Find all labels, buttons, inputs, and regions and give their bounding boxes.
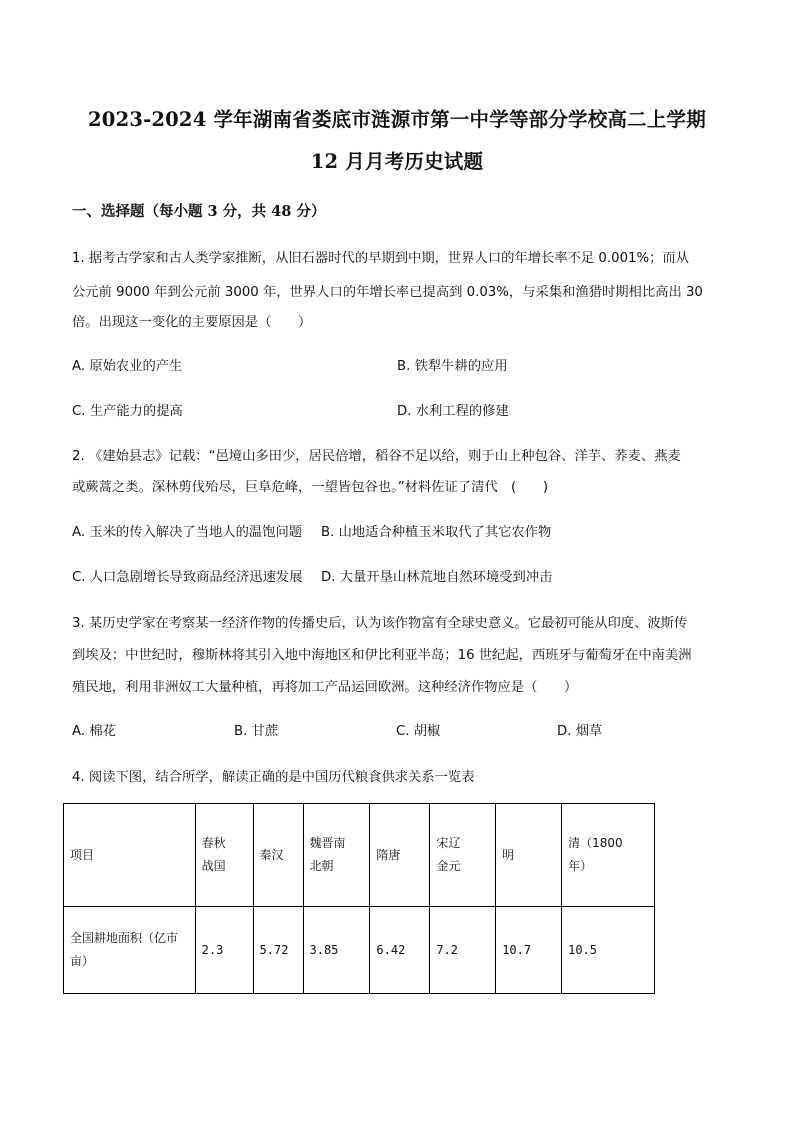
q3-option-c[interactable]: C. 胡椒 <box>396 724 441 739</box>
q2-option-a[interactable]: A. 玉米的传入解决了当地人的温饱问题 <box>72 525 303 540</box>
q3-option-b[interactable]: B. 甘蔗 <box>234 724 279 739</box>
q1-option-b[interactable]: B. 铁犁牛耕的应用 <box>397 359 508 374</box>
q3-stem-line-2: 到埃及；中世纪时，穆斯林将其引入地中海地区和伊比利亚半岛；16 世纪起，西班牙与葡萄牙在中南美洲 <box>72 648 692 663</box>
table-header-row <box>64 804 655 907</box>
q4-stem: 4. 阅读下图，结合所学，解读正确的是中国历代粮食供求关系一览表 <box>72 770 475 785</box>
q3-stem-line-1: 3. 某历史学家在考察某一经济作物的传播史后，认为该作物富有全球史意义。它最初可能从印度、波斯传 <box>72 616 688 631</box>
q2-option-b[interactable]: B. 山地适合种植玉米取代了其它农作物 <box>321 525 552 540</box>
header-cell-ming: 明 <box>496 804 562 907</box>
q2-option-c[interactable]: C. 人口急剧增长导致商品经济迅速发展 <box>72 570 303 585</box>
header-cell-qing-1800: 清（1800 年） <box>562 804 655 907</box>
table-cell: 10.5 <box>562 907 655 994</box>
q2-stem-line-2: 或蕨蒿之类。深林剪伐殆尽，巨阜危峰，一望皆包谷也。”材料佐证了清代 ( ) <box>72 480 549 495</box>
table-cell: 5.72 <box>253 907 303 994</box>
table-cell: 10.7 <box>496 907 562 994</box>
header-cell-weijin-nanbeichao: 魏晋南 北朝 <box>303 804 370 907</box>
header-cell-item: 项目 <box>64 804 196 907</box>
q1-stem-line-2: 公元前 9000 年到公元前 3000 年，世界人口的年增长率已提高到 0.03%，与采集和渔猎时期相比高出 30 <box>72 285 703 300</box>
exam-title-line-1: 2023-2024 学年湖南省娄底市涟源市第一中学等部分学校高二上学期 <box>88 108 706 131</box>
table-cell: 6.42 <box>370 907 430 994</box>
grain-supply-table <box>63 803 655 994</box>
q1-option-d[interactable]: D. 水利工程的修建 <box>397 404 509 419</box>
exam-title-line-2: 12 月月考历史试题 <box>310 150 484 173</box>
q1-stem-line-1: 1. 据考古学家和古人类学家推断，从旧石器时代的早期到中期，世界人口的年增长率不足 0.001%；而从 <box>72 251 690 266</box>
q2-option-d[interactable]: D. 大量开垦山林荒地自然环境受到冲击 <box>321 570 553 585</box>
header-cell-songliao-jinyuan: 宋辽 金元 <box>430 804 496 907</box>
q2-stem-line-1: 2. 《建始县志》记载：“邑境山多田少，居民倍增，稻谷不足以给，则于山上种包谷、洋芋、荞麦、燕麦 <box>72 449 681 464</box>
q1-option-a[interactable]: A. 原始农业的产生 <box>72 359 183 374</box>
q1-option-c[interactable]: C. 生产能力的提高 <box>72 404 183 419</box>
header-cell-suitang: 隋唐 <box>370 804 430 907</box>
q1-stem-line-3: 倍。出现这一变化的主要原因是（ ） <box>72 315 312 330</box>
table-row <box>64 907 655 994</box>
q3-option-a[interactable]: A. 棉花 <box>72 724 116 739</box>
section-heading: 一、选择题（每小题 3 分，共 48 分） <box>72 203 326 220</box>
q3-stem-line-3: 殖民地，利用非洲奴工大量种植，再将加工产品运回欧洲。这种经济作物应是（ ） <box>72 680 578 695</box>
header-cell-chunqiu-zhanguo: 春秋 战国 <box>195 804 253 907</box>
header-cell-qinhan: 秦汉 <box>253 804 303 907</box>
table-cell: 7.2 <box>430 907 496 994</box>
q3-option-d[interactable]: D. 烟草 <box>557 724 603 739</box>
row-label-cultivated-area: 全国耕地面积（亿市 亩） <box>64 907 196 994</box>
table-cell: 2.3 <box>195 907 253 994</box>
table-cell: 3.85 <box>303 907 370 994</box>
